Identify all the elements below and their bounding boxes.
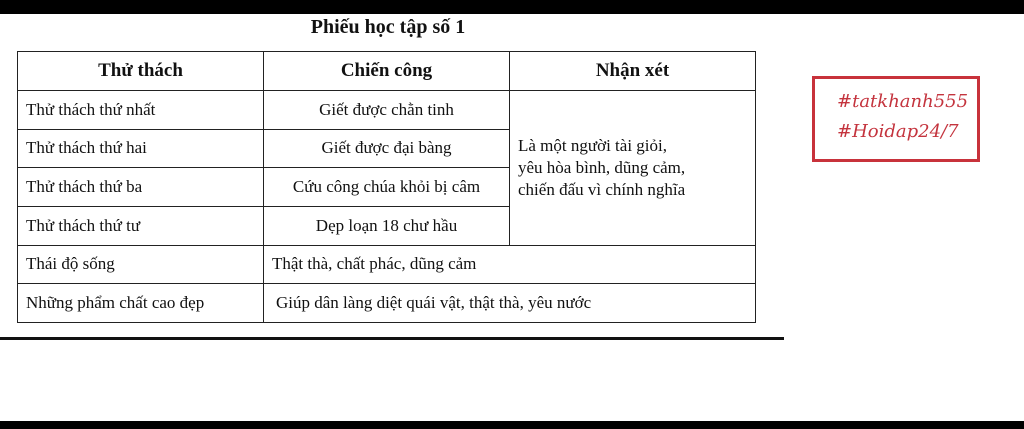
- header-comment: Nhận xét: [510, 52, 756, 91]
- comment-line: yêu hòa bình, dũng cảm,: [518, 157, 686, 177]
- divider-line: [0, 337, 784, 340]
- header-row: [18, 52, 756, 91]
- challenge-feat: Giết được đại bàng: [264, 129, 510, 168]
- challenge-feat: Cứu công chúa khỏi bị câm: [264, 168, 510, 207]
- challenge-name: Thử thách thứ nhất: [18, 91, 264, 130]
- table-row: [18, 91, 756, 130]
- comment-line: Là một người tài giỏi,: [518, 135, 667, 155]
- attitude-value: Thật thà, chất phác, dũng cảm: [264, 245, 756, 284]
- header-challenge: Thử thách: [18, 52, 264, 91]
- header-feat: Chiến công: [264, 52, 510, 91]
- challenge-name: Thử thách thứ hai: [18, 129, 264, 168]
- challenge-feat: Dẹp loạn 18 chư hầu: [264, 206, 510, 245]
- comment-cell: [510, 91, 756, 246]
- bottom-black-bar: [0, 421, 1024, 429]
- worksheet-title: Phiếu học tập số 1: [310, 16, 466, 38]
- qualities-label: Những phẩm chất cao đẹp: [18, 284, 264, 323]
- challenge-name: Thử thách thứ ba: [18, 168, 264, 207]
- watermark-box: [812, 76, 980, 162]
- worksheet-table: [17, 51, 756, 323]
- qualities-row: [18, 284, 756, 323]
- watermark-line: #Hoidap24/7: [837, 121, 959, 142]
- attitude-label: Thái độ sống: [18, 245, 264, 284]
- attitude-row: [18, 245, 756, 284]
- challenge-feat: Giết được chằn tinh: [264, 91, 510, 130]
- watermark-line: #tatkhanh555: [837, 91, 969, 112]
- challenge-name: Thử thách thứ tư: [18, 206, 264, 245]
- top-black-bar: [0, 0, 1024, 14]
- qualities-value: Giúp dân làng diệt quái vật, thật thà, yêu nước: [264, 284, 756, 323]
- comment-line: chiến đấu vì chính nghĩa: [518, 179, 686, 199]
